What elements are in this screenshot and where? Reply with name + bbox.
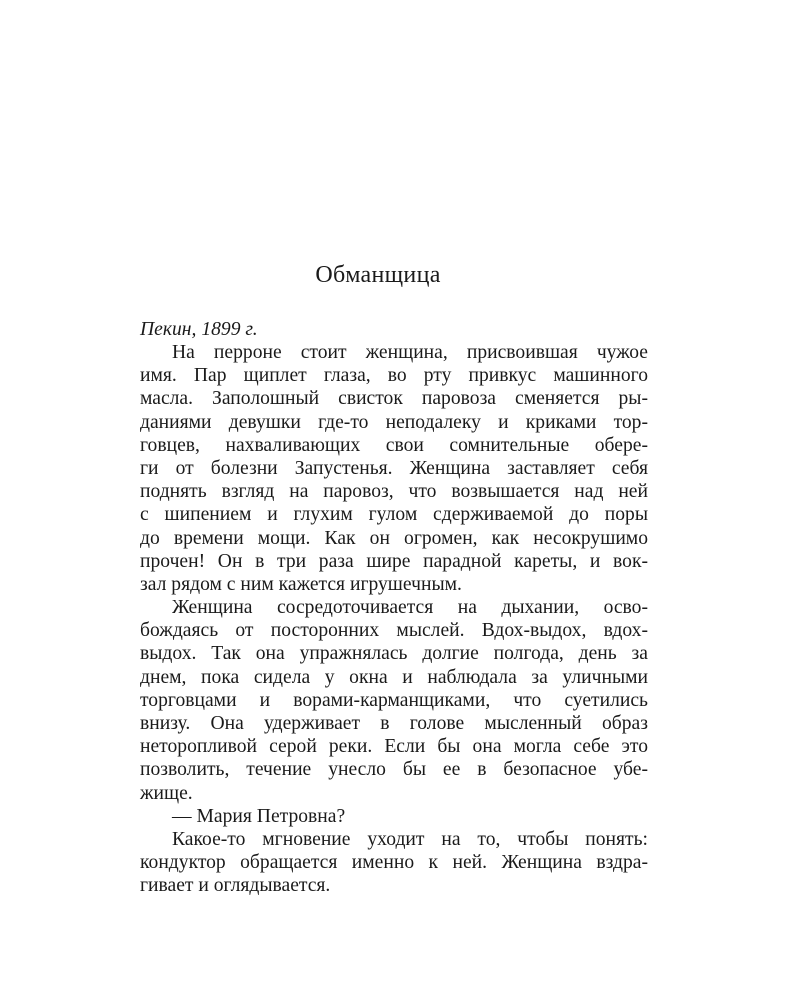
- text-line: днем, пока сидела у окна и наблюдала за уличными: [140, 666, 648, 688]
- text-line: имя. Пар щиплет глаза, во рту привкус машинного: [140, 365, 648, 387]
- text-line: жище.: [140, 782, 193, 804]
- text-line: даниями девушки где-то неподалеку и криками тор-: [140, 411, 648, 433]
- paragraph-3-dialogue: [140, 805, 648, 828]
- chapter-body: [140, 318, 648, 898]
- text-line: бождаясь от посторонних мыслей. Вдох-выдох, вдох-: [140, 620, 648, 642]
- text-line: внизу. Она удерживает в голове мысленный образ: [140, 713, 648, 734]
- paragraph-2: [140, 596, 648, 805]
- text-line: позволить, течение унесло бы ее в безопасное убе-: [140, 759, 648, 781]
- text-line: кондуктор обращается именно к ней. Женщина вздра-: [140, 852, 648, 874]
- paragraph-1: [140, 341, 648, 596]
- text-line: с шипением и глухим гулом сдерживаемой до поры: [140, 504, 648, 526]
- paragraph-4: [140, 828, 648, 898]
- text-line: — Мария Петровна?: [172, 805, 346, 827]
- text-line: до времени мощи. Как он огромен, как несокрушимо: [140, 527, 648, 549]
- text-line: гивает и оглядывается.: [140, 875, 331, 897]
- dateline: Пекин, 1899 г.: [140, 319, 258, 340]
- text-line: неторопливой серой реки. Если бы она могла себе это: [140, 736, 648, 758]
- text-line: масла. Заполошный свисток паровоза сменяется ры-: [140, 388, 648, 410]
- text-line: ги от болезни Запустенья. Женщина заставляет себя: [140, 457, 648, 479]
- text-line: Женщина сосредоточивается на дыхании, осво-: [172, 597, 648, 619]
- text-line: торговцами и ворами-карманщиками, что суетились: [140, 689, 648, 711]
- text-line: На перроне стоит женщина, присвоившая чужое: [172, 342, 648, 363]
- text-line: поднять взгляд на паровоз, что возвышается над ней: [140, 481, 648, 503]
- text-line: Какое-то мгновение уходит на то, чтобы понять:: [172, 828, 648, 850]
- chapter-title: Обманщица: [315, 262, 441, 288]
- text-line: прочен! Он в три раза шире парадной кареты, и вок-: [140, 550, 648, 572]
- text-line: зал рядом с ним кажется игрушечным.: [140, 573, 462, 595]
- text-line: говцев, нахваливающих свои сомнительные обере-: [140, 434, 648, 456]
- text-line: выдох. Так она упражнялась долгие полгода, день за: [140, 643, 648, 665]
